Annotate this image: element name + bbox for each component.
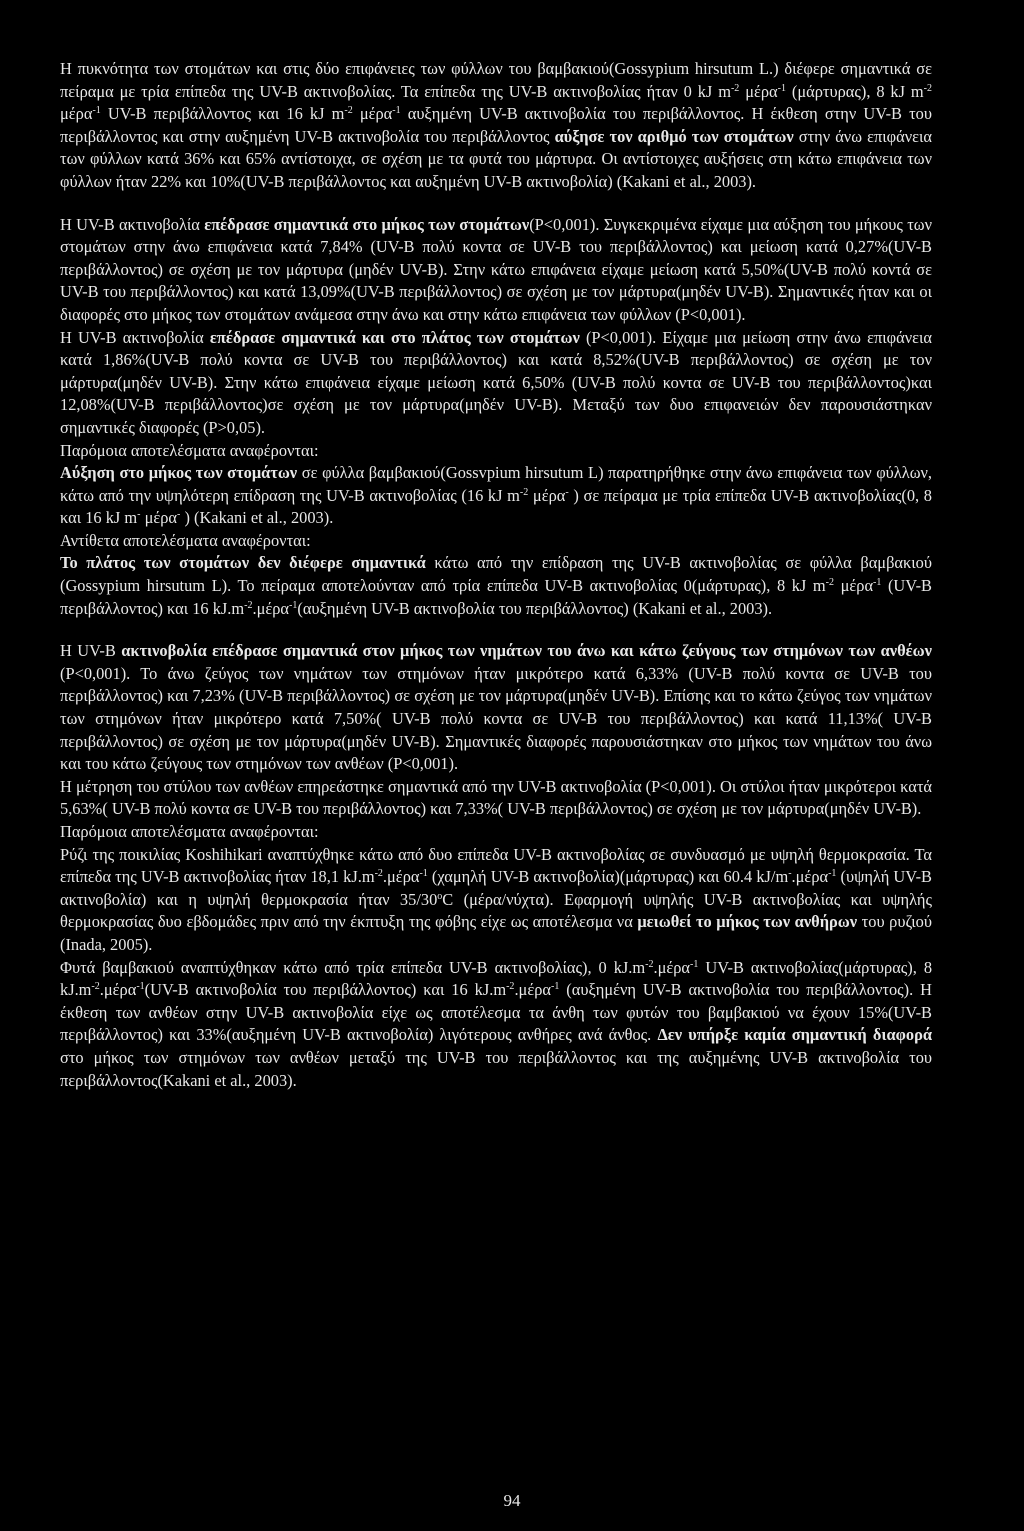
paragraph-style-measurement: Η μέτρηση του στύλου των ανθέων επηρεάστηκε σημαντικά από την UV-B ακτινοβολία (P<0,001). Οι στύλοι ήταν μικρότεροι κατά 5,63%( UV-B πολύ κοντα σε UV-B του περιβάλλοντος) και 7,33%( UV-B περιβάλλοντος) σε σχέση με τον μάρτυρα(μηδέν UV-B). [60, 776, 932, 819]
document-page [60, 58, 932, 1092]
paragraph-stomata-width: Η UV-B ακτινοβολία επέδρασε σημαντικά και στο πλάτος των στομάτων (P<0,001). Είχαμε μια μείωση στην άνω επιφάνεια κατά 1,86%(UV-B πολύ κοντα σε UV-B του περιβάλλοντος) και κατά 8,52%(UV-B περιβάλλοντος) σε σχέση με τον μάρτυρα(μηδέν UV-B). Στην κάτω επιφάνεια είχαμε μείωση κατά 6,50% (UV-B πολύ κοντα σε UV-B του περιβάλλοντος)και 12,08%(UV-B περιβάλλοντος)σε σχέση με τον μάρτυρα(μηδέν UV-B). Μεταξύ των δυο επιφανειών δεν παρουσιάστηκαν σημαντικές διαφορές (P>0,05). [60, 327, 932, 437]
paragraph-similar-results-heading-2: Παρόμοια αποτελέσματα αναφέρονται: [60, 822, 319, 841]
paragraph-stamen-filaments: Η UV-B ακτινοβολία επέδρασε σημαντικά στον μήκος των νημάτων του άνω και κάτω ζεύγους των στημόνων των ανθέων (P<0,001). Το άνω ζεύγος των νημάτων των στημόνων ήταν μικρότερο κατά 6,33% (UV-B πολύ κοντα σε UV-B του περιβάλλοντος) και 7,23% (UV-B περιβάλλοντος) σε σχέση με τον μάρτυρα(μηδέν UV-B). Επίσης και το κάτω ζεύγος των νημάτων των στημόνων ήταν μικρότερο κατά 7,50%( UV-B πολύ κοντα σε UV-B του περιβάλλοντος) και κατά 11,13%( UV-B περιβάλλοντος) σε σχέση με τον μάρτυρα(μηδέν UV-B). Σημαντικές διαφορές παρουσιάστηκαν στο μήκος των νημάτων του άνω και του κάτω ζεύγους των στημόνων των ανθέων (P<0,001). [60, 641, 932, 774]
paragraph-stomata-length: Η UV-B ακτινοβολία επέδρασε σημαντικά στο μήκος των στομάτων(P<0,001). Συγκεκριμένα είχαμε μια αύξηση του μήκους των στομάτων στην άνω επιφάνεια κατά 7,84% (UV-B πολύ κοντα σε UV-B του περιβάλλοντος) και μείωση κατά 0,27%(UV-B περιβάλλοντος) σε σχέση με τον μάρτυρα (μηδέν UV-B). Στην κάτω επιφάνεια είχαμε μείωση κατά 5,50%(UV-B πολύ κοντά σε UV-B του περιβάλλοντος) και κατά 13,09%(UV-B περιβάλλοντος) σε σχέση με τον μάρτυρα(μηδέν UV-B). Σημαντικές ήταν και οι διαφορές στο μήκος των στομάτων ανάμεσα στην άνω και στην κάτω επιφάνεια των φύλλων (P<0,001). [60, 214, 932, 324]
paragraph-stomata-length-increase: Αύξηση στο μήκος των στομάτων σε φύλλα βαμβακιού(Gossvpium hirsutum L) παρατηρήθηκε στην άνω επιφάνεια των φύλλων, κάτω από την υψηλότερη επίδραση της UV-B ακτινοβολίας (16 kJ $m^{-2}$ μέρα- ) σε πείραμα με τρία επίπεδα UV-B ακτινοβολίας(0, 8 και 16 kJ m- μέρα- ) (Kakani et al., 2003). [60, 463, 932, 528]
paragraph-contrary-results-heading: Αντίθετα αποτελέσματα αναφέρονται: [60, 530, 311, 550]
page-number: 94 [503, 1491, 521, 1510]
paragraph-stomata-density: Η πυκνότητα των στομάτων και στις δύο επιφάνειες των φύλλων του βαμβακιού(Gossypium hirsutum L.) διέφερε σημαντικά σε πείραμα με τρία επίπεδα της UV-B ακτινοβολίας. Τα επίπεδα της UV-B ακτινοβολίας ήταν 0 kJ $m^{-2}$ μέρα$^{-1}$ (μάρτυρας), 8 kJ $m^{-2}$ μέρα$^{-1}$ UV-B περιβάλλοντος και 16 kJ $m^{-2}$ μέρα$^{-1}$ αυξημένη UV-B ακτινοβολία του περιβάλλοντος. Η έκθεση στην UV-B του περιβάλλοντος και στην αυξημένη UV-B ακτινοβολία του περιβάλλοντος αύξησε τον αριθμό των στομάτων στην άνω επιφάνεια των φύλλων κατά 36% και 65% αντίστοιχα, σε σχέση με τα φυτά του μάρτυρα. Οι αντίστοιχες αυξήσεις στη κάτω επιφάνεια των φύλλων ήταν 22% και 10%(UV-B περιβάλλοντος και αυξημένη UV-B ακτινοβολία) (Kakani et al., 2003). [60, 59, 932, 191]
paragraph-cotton-anthers: Φυτά βαμβακιού αναπτύχθηκαν κάτω από τρία επίπεδα UV-B ακτινοβολίας), 0 $kJ.m^{-2}.\mu έ\rho\alpha^{-1}$ UV-B ακτινοβολίας(μάρτυρας), 8 $kJ.m^{-2}.\mu έ\rho\alpha^{-1}(UV-B$ ακτινοβολία του περιβάλλοντος) και 16 $kJ.m^{-2}.\mu έ\rho\alpha^{-1}$ (αυξημένη UV-B ακτινοβολία του περιβάλλοντος). Η έκθεση των ανθέων στην UV-B ακτινοβολία είχε ως αποτέλεσμα τα άνθη των φυτών του βαμβακιού να έχουν 15%(UV-B περιβάλλοντος) και 33%(αυξημένη UV-B ακτινοβολία) λιγότερους ανθήρες ανά άνθος. Δεν υπήρξε καμία σημαντική διαφορά στο μήκος των στημόνων των ανθέων μεταξύ της UV-B του περιβάλλοντος και της αυξημένης UV-B ακτινοβολία του περιβάλλοντος(Kakani et al., 2003). [60, 957, 933, 1090]
paragraph-similar-results-heading: Παρόμοια αποτελέσματα αναφέρονται: [60, 440, 319, 460]
paragraph-rice-koshihikari: Ρύζι της ποικιλίας Koshihikari αναπτύχθηκε κάτω από δυο επίπεδα UV-B ακτινοβολίας σε συνδυασμό με υψηλή θερμοκρασία. Τα επίπεδα της UV-B ακτινοβολίας ήταν 18,1 $kJ.m^{-2}.\mu έ\rho\alpha^{-1}$ (χαμηλή UV-B ακτινοβολία)(μάρτυρας) και 60.4 kJ/m-.μέρα$^{-1}$ (υψηλή UV-B ακτινοβολία) και η υψηλή θερμοκρασία ήταν 35/30$^o$C (μέρα/νύχτα). Εφαρμογή υψηλής UV-B ακτινοβολίας και υψηλής θερμοκρασίας δυο εβδομάδες πριν από την έκπτυξη της φόβης είχε ως αποτέλεσμα να μειωθεί το μήκος των ανθήρων του ρυζιού (Inada, 2005). [60, 844, 932, 954]
paragraph-stomata-width-no-difference: Το πλάτος των στομάτων δεν διέφερε σημαντικά κάτω από την επίδραση της UV-B ακτινοβολίας σε φύλλα βαμβακιού (Gossypium hirsutum L). Το πείραμα αποτελούνταν από τρία επίπεδα UV-B ακτινοβολίας 0(μάρτυρας), 8 kJ $m^{-2}$ μέρα$^{-1}$ (UV-B περιβάλλοντος) και 16 $kJ.m^{-2}.\mu έ\rho\alpha^{-1}(\alpha\upsilon\xi\eta\mu έ\nu\eta$ UV-B ακτινοβολία του περιβάλλοντος) (Kakani et al., 2003). [60, 553, 932, 618]
